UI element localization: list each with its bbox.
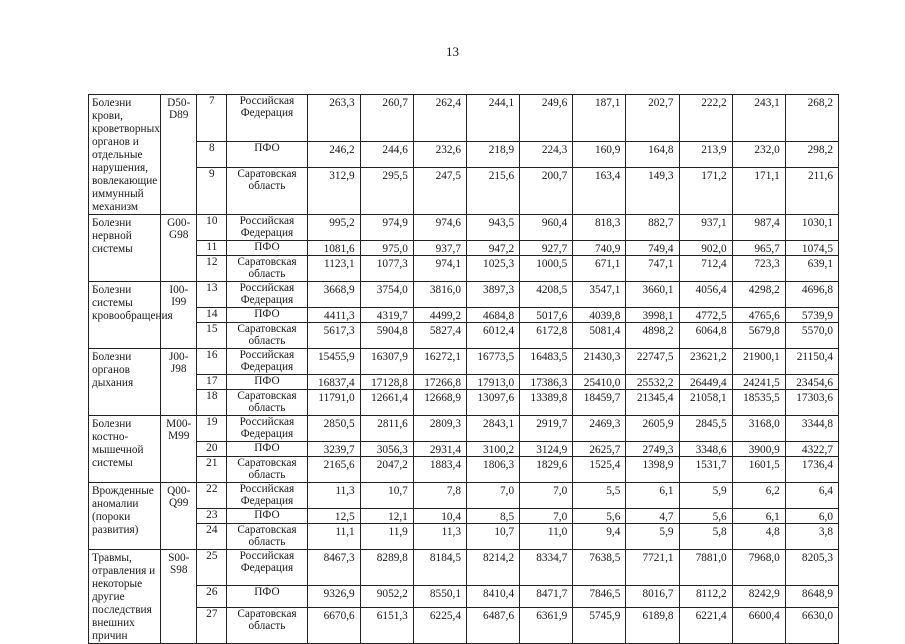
value-cell: 4684,8 <box>466 308 519 323</box>
value-cell: 16773,5 <box>466 349 519 375</box>
value-cell: 312,9 <box>307 168 360 215</box>
value-cell: 2850,5 <box>307 416 360 442</box>
region-name: ПФО <box>227 308 307 323</box>
row-number: 10 <box>197 215 227 241</box>
value-cell: 3239,7 <box>307 442 360 457</box>
value-cell: 818,3 <box>573 215 626 241</box>
row-number: 15 <box>197 323 227 349</box>
value-cell: 3,8 <box>785 524 838 550</box>
value-cell: 4765,6 <box>732 308 785 323</box>
value-cell: 974,1 <box>413 256 466 282</box>
table-row <box>89 390 839 416</box>
table-row <box>89 457 839 483</box>
table-row <box>89 282 839 308</box>
value-cell: 3668,9 <box>307 282 360 308</box>
value-cell: 987,4 <box>732 215 785 241</box>
value-cell: 7968,0 <box>732 550 785 586</box>
value-cell: 164,8 <box>626 141 679 168</box>
value-cell: 26449,4 <box>679 375 732 390</box>
value-cell: 15455,9 <box>307 349 360 375</box>
value-cell: 6225,4 <box>413 607 466 644</box>
value-cell: 171,2 <box>679 168 732 215</box>
value-cell: 8016,7 <box>626 586 679 607</box>
value-cell: 712,4 <box>679 256 732 282</box>
value-cell: 243,1 <box>732 95 785 142</box>
region-name: Российская Федерация <box>227 95 307 142</box>
value-cell: 244,6 <box>360 141 413 168</box>
row-number: 21 <box>197 457 227 483</box>
value-cell: 4208,5 <box>520 282 573 308</box>
value-cell: 937,1 <box>679 215 732 241</box>
icd-code: I00- I99 <box>161 282 197 349</box>
value-cell: 8334,7 <box>520 550 573 586</box>
value-cell: 4772,5 <box>679 308 732 323</box>
value-cell: 295,5 <box>360 168 413 215</box>
value-cell: 3897,3 <box>466 282 519 308</box>
row-number: 25 <box>197 550 227 586</box>
value-cell: 21150,4 <box>785 349 838 375</box>
morbidity-table <box>88 94 839 644</box>
value-cell: 8410,4 <box>466 586 519 607</box>
value-cell: 1398,9 <box>626 457 679 483</box>
value-cell: 23454,6 <box>785 375 838 390</box>
value-cell: 8648,9 <box>785 586 838 607</box>
value-cell: 3998,1 <box>626 308 679 323</box>
value-cell: 244,1 <box>466 95 519 142</box>
value-cell: 16272,1 <box>413 349 466 375</box>
table-row <box>89 168 839 215</box>
value-cell: 13389,8 <box>520 390 573 416</box>
page-number: 13 <box>446 44 459 59</box>
row-number: 27 <box>197 607 227 644</box>
value-cell: 1883,4 <box>413 457 466 483</box>
value-cell: 16837,4 <box>307 375 360 390</box>
value-cell: 8550,1 <box>413 586 466 607</box>
row-number: 14 <box>197 308 227 323</box>
value-cell: 740,9 <box>573 241 626 256</box>
value-cell: 17128,8 <box>360 375 413 390</box>
value-cell: 9,4 <box>573 524 626 550</box>
value-cell: 213,9 <box>679 141 732 168</box>
value-cell: 12,1 <box>360 509 413 524</box>
table-row <box>89 586 839 607</box>
value-cell: 3168,0 <box>732 416 785 442</box>
value-cell: 149,3 <box>626 168 679 215</box>
value-cell: 8,5 <box>466 509 519 524</box>
row-number: 19 <box>197 416 227 442</box>
icd-code: Q00- Q99 <box>161 483 197 550</box>
row-number: 22 <box>197 483 227 509</box>
value-cell: 4696,8 <box>785 282 838 308</box>
value-cell: 6,1 <box>626 483 679 509</box>
value-cell: 882,7 <box>626 215 679 241</box>
value-cell: 937,7 <box>413 241 466 256</box>
value-cell: 974,6 <box>413 215 466 241</box>
region-name: ПФО <box>227 509 307 524</box>
value-cell: 7721,1 <box>626 550 679 586</box>
table-row <box>89 95 839 142</box>
value-cell: 4,7 <box>626 509 679 524</box>
region-name: ПФО <box>227 375 307 390</box>
row-number: 13 <box>197 282 227 308</box>
value-cell: 11791,0 <box>307 390 360 416</box>
value-cell: 12,5 <box>307 509 360 524</box>
value-cell: 23621,2 <box>679 349 732 375</box>
row-number: 7 <box>197 95 227 142</box>
table-row <box>89 550 839 586</box>
icd-code: G00- G98 <box>161 215 197 282</box>
value-cell: 3100,2 <box>466 442 519 457</box>
row-number: 9 <box>197 168 227 215</box>
value-cell: 8289,8 <box>360 550 413 586</box>
table-row <box>89 141 839 168</box>
value-cell: 8471,7 <box>520 586 573 607</box>
value-cell: 2919,7 <box>520 416 573 442</box>
morbidity-table-container <box>88 94 839 644</box>
value-cell: 163,4 <box>573 168 626 215</box>
value-cell: 4056,4 <box>679 282 732 308</box>
region-name: Саратовская область <box>227 524 307 550</box>
value-cell: 5679,8 <box>732 323 785 349</box>
region-name: Саратовская область <box>227 168 307 215</box>
value-cell: 5,9 <box>626 524 679 550</box>
value-cell: 4322,7 <box>785 442 838 457</box>
value-cell: 211,6 <box>785 168 838 215</box>
value-cell: 5570,0 <box>785 323 838 349</box>
value-cell: 7,0 <box>520 483 573 509</box>
value-cell: 7881,0 <box>679 550 732 586</box>
row-number: 8 <box>197 141 227 168</box>
value-cell: 11,3 <box>307 483 360 509</box>
disease-group-name: Травмы, отравления и некоторые другие последствия внешних причин <box>89 550 161 644</box>
disease-group-name: Болезни крови, кроветворных органов и отдельные нарушения, вовлекающие иммунный механизм <box>89 95 161 215</box>
icd-code: M00- M99 <box>161 416 197 483</box>
value-cell: 2165,6 <box>307 457 360 483</box>
value-cell: 11,9 <box>360 524 413 550</box>
value-cell: 6012,4 <box>466 323 519 349</box>
value-cell: 262,4 <box>413 95 466 142</box>
value-cell: 6630,0 <box>785 607 838 644</box>
value-cell: 4499,2 <box>413 308 466 323</box>
value-cell: 298,2 <box>785 141 838 168</box>
region-name: ПФО <box>227 586 307 607</box>
value-cell: 1531,7 <box>679 457 732 483</box>
value-cell: 8112,2 <box>679 586 732 607</box>
value-cell: 8205,3 <box>785 550 838 586</box>
row-number: 26 <box>197 586 227 607</box>
region-name: Российская Федерация <box>227 215 307 241</box>
value-cell: 5,6 <box>573 509 626 524</box>
region-name: Российская Федерация <box>227 550 307 586</box>
value-cell: 975,0 <box>360 241 413 256</box>
value-cell: 2809,3 <box>413 416 466 442</box>
value-cell: 2931,4 <box>413 442 466 457</box>
region-name: Российская Федерация <box>227 416 307 442</box>
icd-code: D50- D89 <box>161 95 197 215</box>
value-cell: 11,3 <box>413 524 466 550</box>
value-cell: 3056,3 <box>360 442 413 457</box>
value-cell: 5617,3 <box>307 323 360 349</box>
value-cell: 17266,8 <box>413 375 466 390</box>
value-cell: 24241,5 <box>732 375 785 390</box>
value-cell: 6064,8 <box>679 323 732 349</box>
value-cell: 3816,0 <box>413 282 466 308</box>
value-cell: 260,7 <box>360 95 413 142</box>
value-cell: 2845,5 <box>679 416 732 442</box>
value-cell: 12661,4 <box>360 390 413 416</box>
value-cell: 6,1 <box>732 509 785 524</box>
value-cell: 4898,2 <box>626 323 679 349</box>
value-cell: 3547,1 <box>573 282 626 308</box>
row-number: 24 <box>197 524 227 550</box>
icd-code: J00- J98 <box>161 349 197 416</box>
value-cell: 4411,3 <box>307 308 360 323</box>
value-cell: 2749,3 <box>626 442 679 457</box>
value-cell: 9052,2 <box>360 586 413 607</box>
region-name: Российская Федерация <box>227 349 307 375</box>
value-cell: 5827,4 <box>413 323 466 349</box>
value-cell: 9326,9 <box>307 586 360 607</box>
table-row <box>89 323 839 349</box>
value-cell: 1081,6 <box>307 241 360 256</box>
value-cell: 1806,3 <box>466 457 519 483</box>
value-cell: 17913,0 <box>466 375 519 390</box>
value-cell: 7638,5 <box>573 550 626 586</box>
value-cell: 21345,4 <box>626 390 679 416</box>
region-name: Российская Федерация <box>227 282 307 308</box>
value-cell: 5904,8 <box>360 323 413 349</box>
value-cell: 2605,9 <box>626 416 679 442</box>
region-name: ПФО <box>227 241 307 256</box>
table-row <box>89 375 839 390</box>
value-cell: 6,2 <box>732 483 785 509</box>
value-cell: 965,7 <box>732 241 785 256</box>
value-cell: 2469,3 <box>573 416 626 442</box>
value-cell: 202,7 <box>626 95 679 142</box>
value-cell: 7,0 <box>520 509 573 524</box>
table-row <box>89 509 839 524</box>
region-name: Российская Федерация <box>227 483 307 509</box>
value-cell: 1077,3 <box>360 256 413 282</box>
table-row <box>89 607 839 644</box>
value-cell: 160,9 <box>573 141 626 168</box>
value-cell: 17303,6 <box>785 390 838 416</box>
value-cell: 8214,2 <box>466 550 519 586</box>
icd-code: S00- S98 <box>161 550 197 644</box>
value-cell: 943,5 <box>466 215 519 241</box>
row-number: 16 <box>197 349 227 375</box>
value-cell: 995,2 <box>307 215 360 241</box>
value-cell: 232,6 <box>413 141 466 168</box>
value-cell: 6,0 <box>785 509 838 524</box>
value-cell: 3754,0 <box>360 282 413 308</box>
value-cell: 927,7 <box>520 241 573 256</box>
value-cell: 232,0 <box>732 141 785 168</box>
value-cell: 6487,6 <box>466 607 519 644</box>
table-row <box>89 483 839 509</box>
value-cell: 2843,1 <box>466 416 519 442</box>
value-cell: 2811,6 <box>360 416 413 442</box>
value-cell: 5,8 <box>679 524 732 550</box>
table-row <box>89 524 839 550</box>
value-cell: 10,7 <box>466 524 519 550</box>
region-name: Саратовская область <box>227 390 307 416</box>
value-cell: 215,6 <box>466 168 519 215</box>
value-cell: 2047,2 <box>360 457 413 483</box>
value-cell: 5745,9 <box>573 607 626 644</box>
value-cell: 12668,9 <box>413 390 466 416</box>
value-cell: 6600,4 <box>732 607 785 644</box>
value-cell: 249,6 <box>520 95 573 142</box>
value-cell: 2625,7 <box>573 442 626 457</box>
value-cell: 247,5 <box>413 168 466 215</box>
table-row <box>89 349 839 375</box>
value-cell: 902,0 <box>679 241 732 256</box>
table-row <box>89 241 839 256</box>
value-cell: 4039,8 <box>573 308 626 323</box>
value-cell: 11,1 <box>307 524 360 550</box>
value-cell: 1074,5 <box>785 241 838 256</box>
value-cell: 4298,2 <box>732 282 785 308</box>
value-cell: 6221,4 <box>679 607 732 644</box>
value-cell: 263,3 <box>307 95 360 142</box>
value-cell: 6172,8 <box>520 323 573 349</box>
value-cell: 8242,9 <box>732 586 785 607</box>
value-cell: 947,2 <box>466 241 519 256</box>
value-cell: 1030,1 <box>785 215 838 241</box>
value-cell: 6,4 <box>785 483 838 509</box>
table-row <box>89 215 839 241</box>
value-cell: 671,1 <box>573 256 626 282</box>
value-cell: 13097,6 <box>466 390 519 416</box>
row-number: 11 <box>197 241 227 256</box>
value-cell: 7846,5 <box>573 586 626 607</box>
table-body <box>89 95 839 644</box>
value-cell: 749,4 <box>626 241 679 256</box>
value-cell: 21058,1 <box>679 390 732 416</box>
value-cell: 6670,6 <box>307 607 360 644</box>
value-cell: 187,1 <box>573 95 626 142</box>
value-cell: 6151,3 <box>360 607 413 644</box>
value-cell: 3344,8 <box>785 416 838 442</box>
value-cell: 3900,9 <box>732 442 785 457</box>
value-cell: 5,9 <box>679 483 732 509</box>
value-cell: 1123,1 <box>307 256 360 282</box>
value-cell: 11,0 <box>520 524 573 550</box>
value-cell: 8184,5 <box>413 550 466 586</box>
value-cell: 5017,6 <box>520 308 573 323</box>
table-row <box>89 442 839 457</box>
value-cell: 10,4 <box>413 509 466 524</box>
table-row <box>89 256 839 282</box>
row-number: 18 <box>197 390 227 416</box>
value-cell: 747,1 <box>626 256 679 282</box>
value-cell: 5739,9 <box>785 308 838 323</box>
value-cell: 246,2 <box>307 141 360 168</box>
value-cell: 6189,8 <box>626 607 679 644</box>
region-name: ПФО <box>227 141 307 168</box>
value-cell: 25410,0 <box>573 375 626 390</box>
value-cell: 18459,7 <box>573 390 626 416</box>
value-cell: 25532,2 <box>626 375 679 390</box>
value-cell: 218,9 <box>466 141 519 168</box>
value-cell: 1736,4 <box>785 457 838 483</box>
disease-group-name: Врожденные аномалии (пороки развития) <box>89 483 161 550</box>
disease-group-name: Болезни костно- мышечной системы <box>89 416 161 483</box>
value-cell: 1000,5 <box>520 256 573 282</box>
value-cell: 7,0 <box>466 483 519 509</box>
value-cell: 224,3 <box>520 141 573 168</box>
value-cell: 21430,3 <box>573 349 626 375</box>
value-cell: 17386,3 <box>520 375 573 390</box>
value-cell: 21900,1 <box>732 349 785 375</box>
value-cell: 723,3 <box>732 256 785 282</box>
value-cell: 18535,5 <box>732 390 785 416</box>
value-cell: 16483,5 <box>520 349 573 375</box>
value-cell: 5081,4 <box>573 323 626 349</box>
region-name: Саратовская область <box>227 256 307 282</box>
value-cell: 4319,7 <box>360 308 413 323</box>
value-cell: 6361,9 <box>520 607 573 644</box>
value-cell: 1829,6 <box>520 457 573 483</box>
value-cell: 7,8 <box>413 483 466 509</box>
region-name: ПФО <box>227 442 307 457</box>
disease-group-name: Болезни системы кровообращения <box>89 282 161 349</box>
table-row <box>89 416 839 442</box>
row-number: 23 <box>197 509 227 524</box>
table-row <box>89 308 839 323</box>
value-cell: 268,2 <box>785 95 838 142</box>
value-cell: 171,1 <box>732 168 785 215</box>
value-cell: 200,7 <box>520 168 573 215</box>
region-name: Саратовская область <box>227 607 307 644</box>
row-number: 12 <box>197 256 227 282</box>
value-cell: 639,1 <box>785 256 838 282</box>
value-cell: 3124,9 <box>520 442 573 457</box>
row-number: 20 <box>197 442 227 457</box>
value-cell: 5,6 <box>679 509 732 524</box>
region-name: Саратовская область <box>227 323 307 349</box>
value-cell: 222,2 <box>679 95 732 142</box>
value-cell: 4,8 <box>732 524 785 550</box>
region-name: Саратовская область <box>227 457 307 483</box>
value-cell: 22747,5 <box>626 349 679 375</box>
value-cell: 3660,1 <box>626 282 679 308</box>
value-cell: 1601,5 <box>732 457 785 483</box>
value-cell: 10,7 <box>360 483 413 509</box>
value-cell: 974,9 <box>360 215 413 241</box>
value-cell: 16307,9 <box>360 349 413 375</box>
row-number: 17 <box>197 375 227 390</box>
value-cell: 960,4 <box>520 215 573 241</box>
value-cell: 3348,6 <box>679 442 732 457</box>
disease-group-name: Болезни нервной системы <box>89 215 161 282</box>
value-cell: 5,5 <box>573 483 626 509</box>
value-cell: 1525,4 <box>573 457 626 483</box>
value-cell: 8467,3 <box>307 550 360 586</box>
value-cell: 1025,3 <box>466 256 519 282</box>
disease-group-name: Болезни органов дыхания <box>89 349 161 416</box>
